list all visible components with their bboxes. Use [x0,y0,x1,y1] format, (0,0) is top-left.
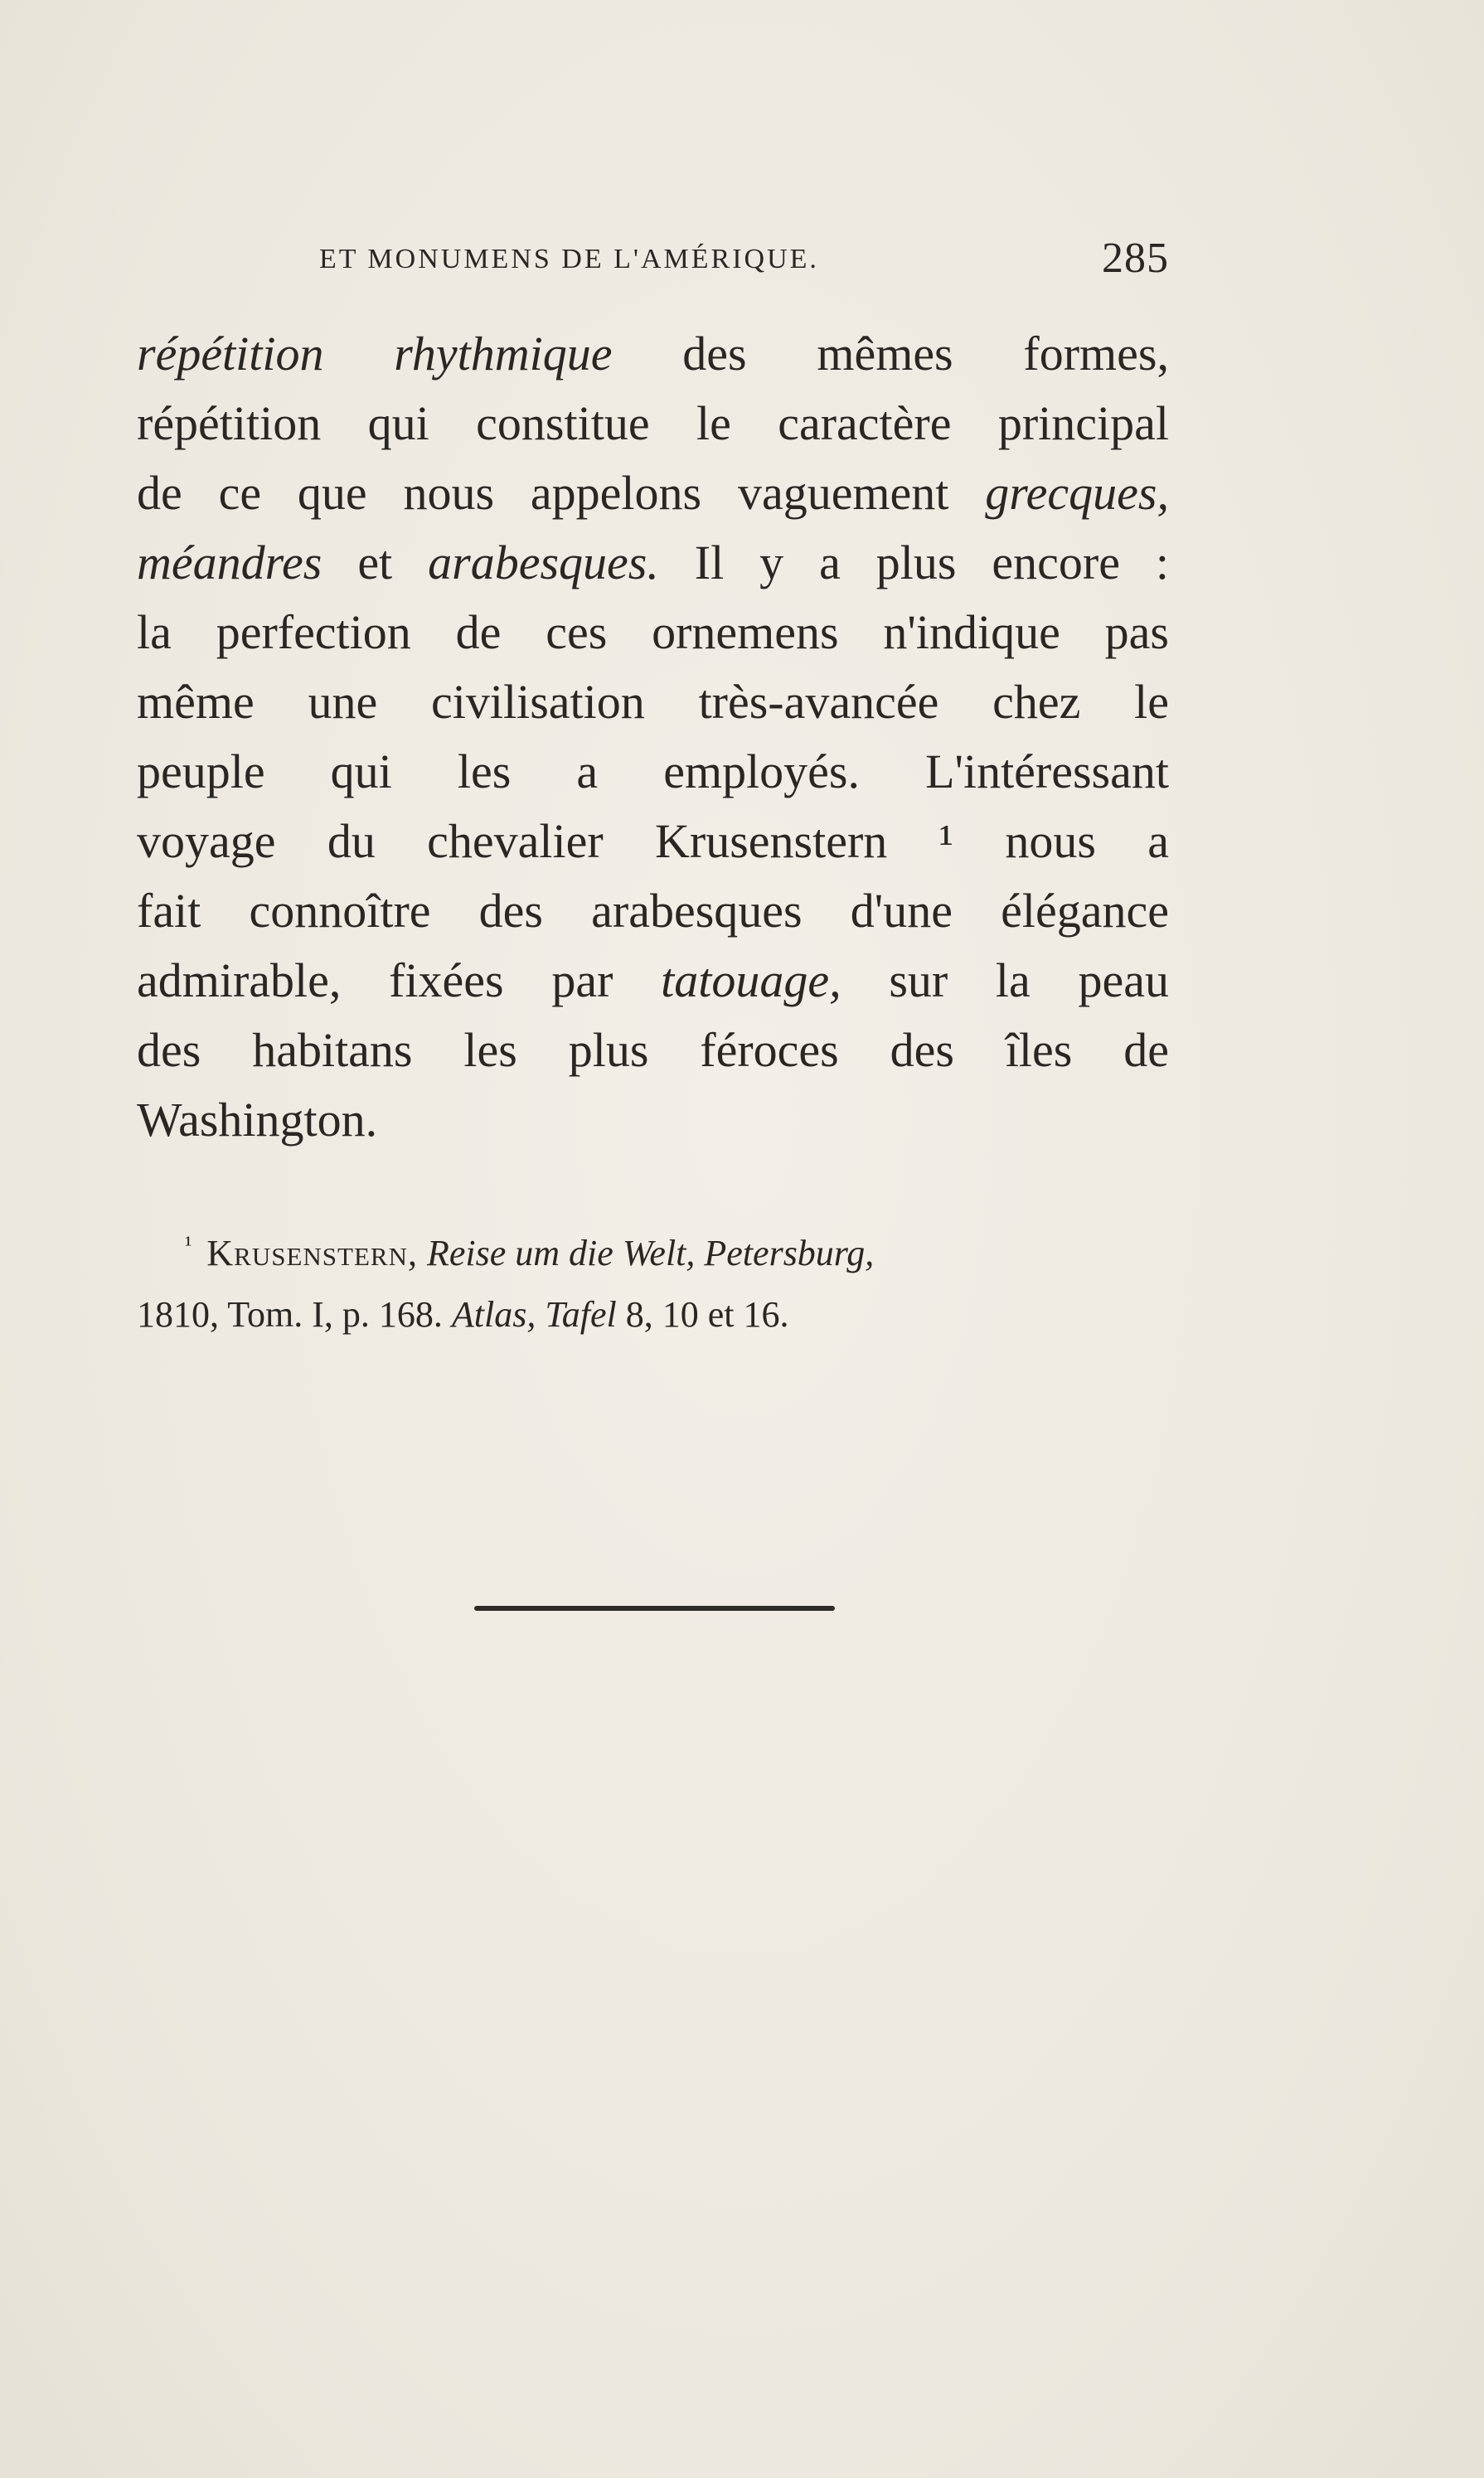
footnote-italic: Atlas, Tafel [451,1294,617,1335]
footnote-mark: ¹ [185,1232,192,1258]
body-paragraph [137,319,1169,1155]
footnote-author: Krusenstern, [206,1233,418,1273]
text-line: admirable, fixées par tatouage, sur la peau [137,953,1169,1007]
italic-phrase: tatouage, [661,953,841,1007]
text-line: Washington. [137,1093,378,1147]
text-line: méandres et arabesques. Il y a plus encore : [137,536,1170,589]
text-line: voyage du chevalier Krusenstern ¹ nous a [137,814,1169,868]
text-line: des habitans les plus féroces des îles de [137,1023,1169,1077]
end-rule [474,1606,835,1611]
text-line: la perfection de ces ornemens n'indique pas [137,605,1169,659]
text-line: même une civilisation très-avancée chez le [137,675,1169,729]
footnote [137,1210,1169,1350]
footnote-title: Reise um die Welt, Petersburg, [418,1233,875,1273]
running-head: ET MONUMENS DE L'AMÉRIQUE. [319,244,819,274]
italic-phrase: grecques, [985,466,1169,520]
page-number: 285 [1102,235,1169,282]
text-line: de ce que nous appelons vaguement grecques, [137,466,1169,520]
italic-phrase: méandres [137,536,323,589]
footnote-line [137,1210,1169,1280]
footnote-line: 1810, Tom. I, p. 168. Atlas, Tafel 8, 10 et 16. [137,1294,789,1335]
page-header [319,234,1169,292]
text-line: répétition rhythmique des mêmes formes, [137,327,1169,381]
text-line: répétition qui constitue le caractère principal [137,396,1169,450]
italic-phrase: arabesques. [428,536,659,589]
text-line: peuple qui les a employés. L'intéressant [137,744,1169,798]
italic-phrase: répétition rhythmique [137,327,613,381]
text-line: fait connoître des arabesques d'une élégance [137,884,1169,938]
